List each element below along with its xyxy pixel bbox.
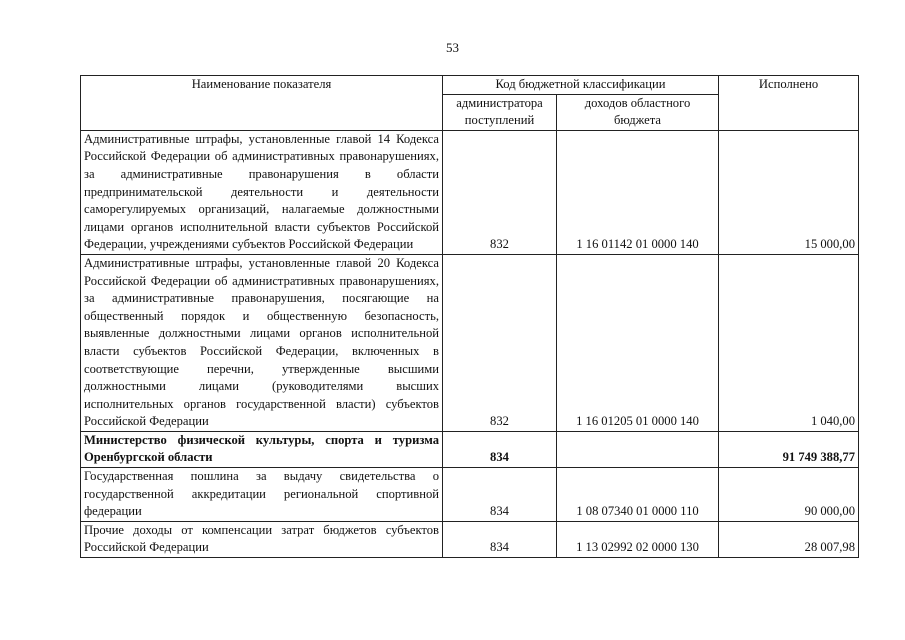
table-header — [81, 76, 859, 131]
row-name: Административные штрафы, установленные главой 14 Кодекса Российской Федерации об административных правонарушениях, за административные правонарушения в области предпринимательской деятельности и деятельности саморегулируемых организаций, налагаемые должностными лицами органов исполнительной власти субъектов Российской Федерации, учреждениями субъектов Российской Федерации — [81, 130, 443, 254]
header-admin: администратора поступлений — [443, 94, 557, 130]
row-admin-code: 834 — [443, 468, 557, 522]
row-admin-code: 832 — [443, 130, 557, 254]
row-amount: 91 749 388,77 — [719, 431, 859, 467]
table-row — [81, 468, 859, 522]
header-code-group: Код бюджетной классификации — [443, 76, 719, 95]
row-budget-code: 1 08 07340 01 0000 110 — [557, 468, 719, 522]
row-budget-code: 1 13 02992 02 0000 130 — [557, 521, 719, 557]
row-budget-code: 1 16 01205 01 0000 140 — [557, 254, 719, 431]
table-row — [81, 130, 859, 254]
page-number: 53 — [446, 40, 459, 55]
row-budget-code: 1 16 01142 01 0000 140 — [557, 130, 719, 254]
row-name: Министерство физической культуры, спорта и туризма Оренбургской области — [81, 431, 443, 467]
row-budget-code — [557, 431, 719, 467]
row-name: Административные штрафы, установленные главой 20 Кодекса Российской Федерации об административных правонарушениях, за административные правонарушения, посягающие на общественный порядок и общественную безопасность, выявленные должностными лицами органов исполнительной власти субъектов Российской Федерации, включенных в соответствующие перечни, утвержденные высшими должностными лицами (руководителями высших исполнительных органов государственной власти) субъектов Российской Федерации — [81, 254, 443, 431]
row-name: Прочие доходы от компенсации затрат бюджетов субъектов Российской Федерации — [81, 521, 443, 557]
table-row — [81, 521, 859, 557]
row-amount: 90 000,00 — [719, 468, 859, 522]
row-amount: 15 000,00 — [719, 130, 859, 254]
row-amount: 28 007,98 — [719, 521, 859, 557]
header-indicator-name: Наименование показателя — [81, 76, 443, 131]
table-row-ministry — [81, 431, 859, 467]
budget-table — [80, 75, 859, 558]
row-amount: 1 040,00 — [719, 254, 859, 431]
row-admin-code: 832 — [443, 254, 557, 431]
header-executed: Исполнено — [719, 76, 859, 131]
row-admin-code: 834 — [443, 431, 557, 467]
row-admin-code: 834 — [443, 521, 557, 557]
table-row — [81, 254, 859, 431]
header-income-code: доходов областного бюджета — [557, 94, 719, 130]
row-name: Государственная пошлина за выдачу свидетельства о государственной аккредитации региональной спортивной федерации — [81, 468, 443, 522]
